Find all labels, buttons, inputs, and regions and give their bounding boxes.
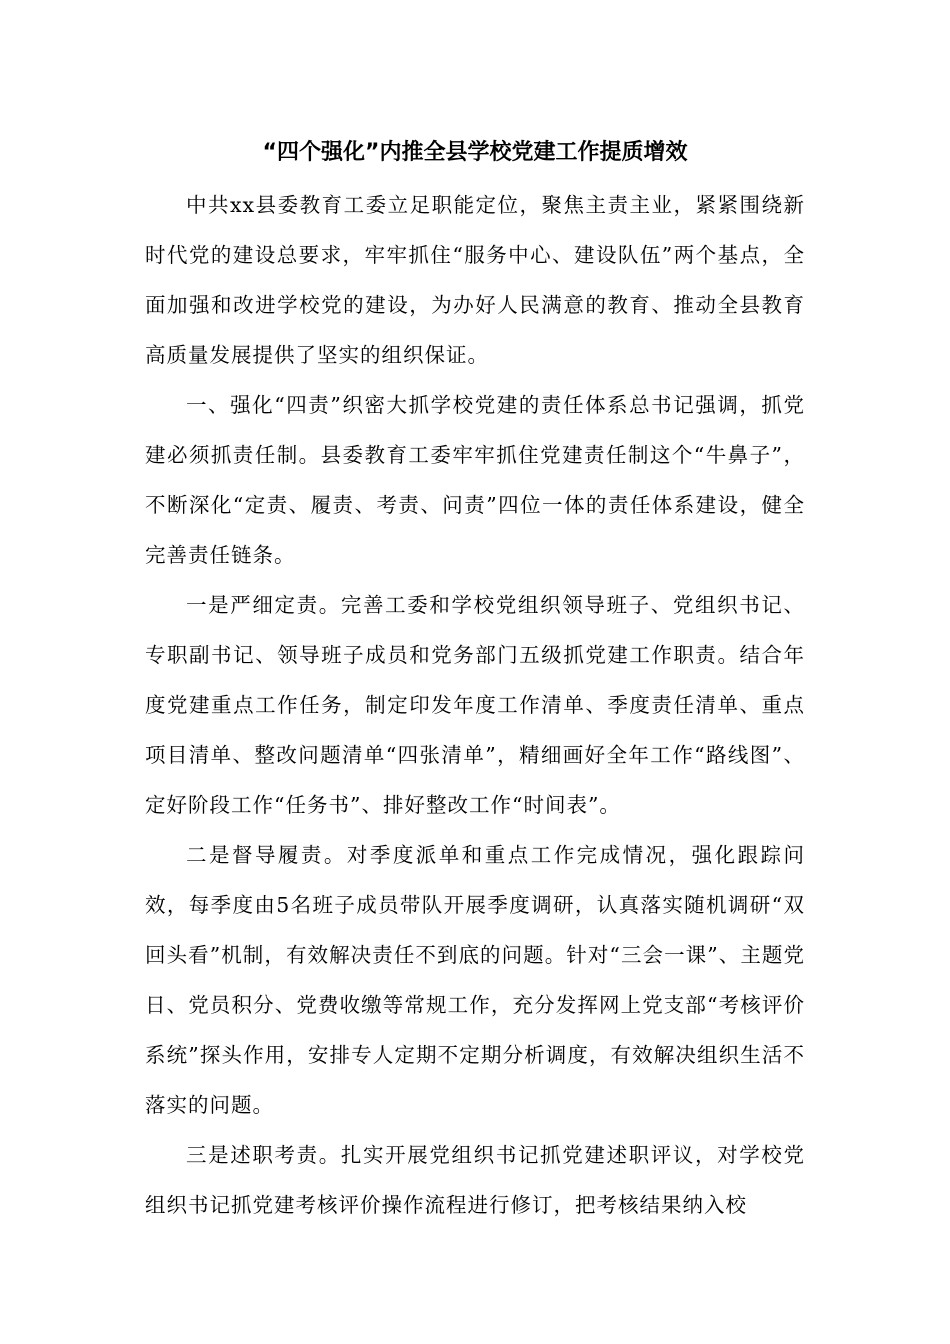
- document-title: “四个强化”内推全县学校党建工作提质增效: [262, 140, 688, 165]
- paragraph-section-one: 一、强化“四责”织密大抓学校党建的责任体系总书记强调，抓党建必须抓责任制。县委教育工委牢牢抓住党建责任制这个“牛鼻子”，不断深化“定责、履责、考责、问责”四位一体的责任体系建设，健全完善责任链条。: [145, 393, 805, 567]
- paragraph-intro: 中共xx县委教育工委立足职能定位，聚焦主责主业，紧紧围绕新时代党的建设总要求，牢牢抓住“服务中心、建设队伍”两个基点，全面加强和改进学校党的建设，为办好人民满意的教育、推动全县教育高质量发展提供了坚实的组织保证。: [145, 193, 805, 367]
- paragraph-assess-responsibility: 三是述职考责。扎实开展党组织书记抓党建述职评议，对学校党组织书记抓党建考核评价操作流程进行修订，把考核结果纳入校: [145, 1143, 805, 1217]
- document-body: [145, 180, 805, 1230]
- paragraph-supervise-responsibility: 二是督导履责。对季度派单和重点工作完成情况，强化跟踪问效，每季度由5名班子成员带队开展季度调研，认真落实随机调研“双回头看”机制，有效解决责任不到底的问题。针对“三会一课”、主题党日、党员积分、党费收缴等常规工作，充分发挥网上党支部“考核评价系统”探头作用，安排专人定期不定期分析调度，有效解决组织生活不落实的问题。: [145, 843, 805, 1117]
- paragraph-define-responsibility: 一是严细定责。完善工委和学校党组织领导班子、党组织书记、专职副书记、领导班子成员和党务部门五级抓党建工作职责。结合年度党建重点工作任务，制定印发年度工作清单、季度责任清单、重点项目清单、整改问题清单“四张清单”，精细画好全年工作“路线图”、定好阶段工作“任务书”、排好整改工作“时间表”。: [145, 593, 805, 817]
